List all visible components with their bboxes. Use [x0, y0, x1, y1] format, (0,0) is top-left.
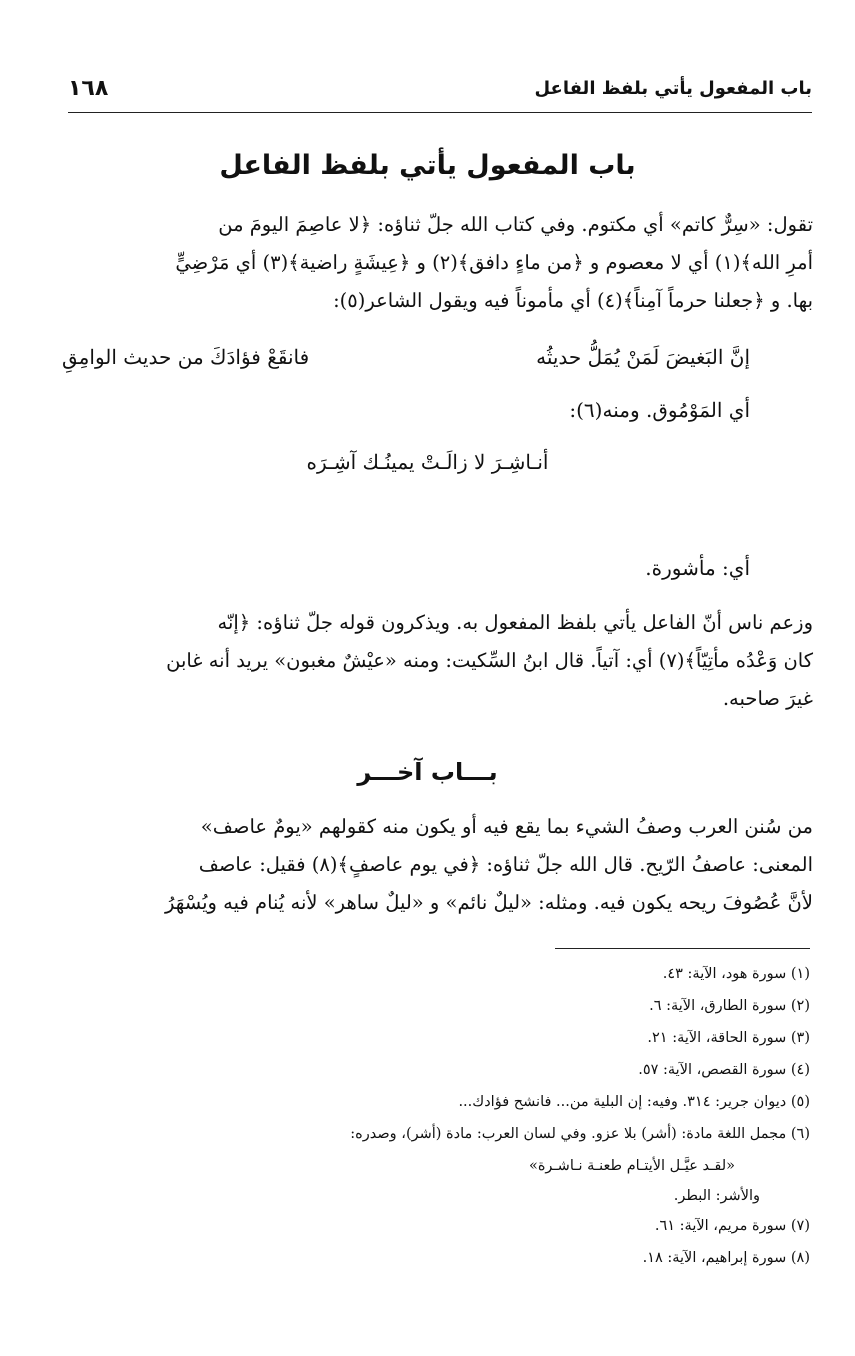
paragraph-third [41, 808, 813, 922]
paragraph-second [41, 604, 813, 718]
page-number: ١٦٨ [68, 76, 109, 101]
verse-left-hemistich: فانقَعْ فؤادَكَ من حديث الوامِقِ [62, 345, 310, 369]
footnote: (٨) سورة إبراهيم، الآية: ١٨. [642, 1250, 810, 1266]
paragraph-intro [41, 206, 813, 320]
paragraph-line: غيرَ صاحبه. [722, 687, 813, 710]
footnote: (٥) ديوان جرير: ٣١٤. وفيه: إن البلية من... فانشح فؤادك... [458, 1094, 810, 1110]
footnote: (٣) سورة الحاقة، الآية: ٢١. [647, 1030, 810, 1046]
gloss-line: أي: مأشورة. [645, 556, 750, 580]
paragraph-line: لأنَّ عُصُوفَ ريحه يكون فيه. ومثله: «ليلٌ نائم» و «ليلٌ ساهر» لأنه يُنام فيه ويُسْهَرُ [164, 891, 813, 914]
section-title: بـــاب آخـــر [357, 758, 498, 786]
page-header [68, 72, 812, 113]
footnote: (٢) سورة الطارق، الآية: ٦. [649, 998, 810, 1014]
footnote: (٦) مجمل اللغة مادة: (أشر) بلا عزو. وفي لسان العرب: مادة (أشر)، وصدره: [350, 1126, 810, 1142]
running-title: باب المفعول يأتي بلفظ الفاعل [534, 78, 812, 99]
verse-line: أنـاشِـرَ لا زالَـتْ يمينُـك آشِـرَه [306, 450, 549, 474]
paragraph-line: من سُنن العرب وصفُ الشيء بما يقع فيه أو يكون منه كقولهم «يومٌ عاصف» [200, 815, 813, 838]
paragraph-line: وزعم ناس أنّ الفاعل يأتي بلفظ المفعول به. ويذكرون قوله جلّ ثناؤه: ﴿إنّه [217, 611, 813, 634]
footnote-note: والأشر: البطر. [673, 1188, 760, 1204]
paragraph-line: المعنى: عاصفُ الرّيح. قال الله جلّ ثناؤه: ﴿في يوم عاصفٍ﴾(٨) فقيل: عاصف [198, 853, 813, 876]
mid-line: أي المَوْمُوق. ومنه(٦): [569, 398, 750, 422]
footnote: (٤) سورة القصص، الآية: ٥٧. [638, 1062, 810, 1078]
verse-right-hemistich: إنَّ البَغيضَ لَمَنْ يُمَلُّ حديثُه [536, 345, 750, 369]
footnote-verse: «لقـد عيَّـل الأيتـام طعنـة نـاشـرة» [528, 1158, 735, 1174]
chapter-title: باب المفعول يأتي بلفظ الفاعل [219, 150, 636, 181]
footnote-rule [555, 948, 810, 949]
paragraph-line: تقول: «سِرٌّ كاتم» أي مكتوم. وفي كتاب الله جلّ ثناؤه: ﴿لا عاصِمَ اليومَ من [218, 213, 813, 236]
footnote: (١) سورة هود، الآية: ٤٣. [662, 966, 810, 982]
paragraph-line: بها. و ﴿جعلنا حرماً آمِناً﴾(٤) أي مأموناً فيه ويقول الشاعر(٥): [333, 289, 813, 312]
paragraph-line: أمرِ الله﴾(١) أي لا معصوم و ﴿من ماءٍ دافق﴾(٢) و ﴿عِيشَةٍ راضية﴾(٣) أي مَرْضِيٍّ [175, 251, 813, 274]
paragraph-line: كان وَعْدُه مأتِيّاً﴾(٧) أي: آتياً. قال ابنُ السِّكيت: ومنه «عيْشٌ مغبون» يريد أنه غابن [166, 649, 813, 672]
footnote: (٧) سورة مريم، الآية: ٦١. [654, 1218, 810, 1234]
